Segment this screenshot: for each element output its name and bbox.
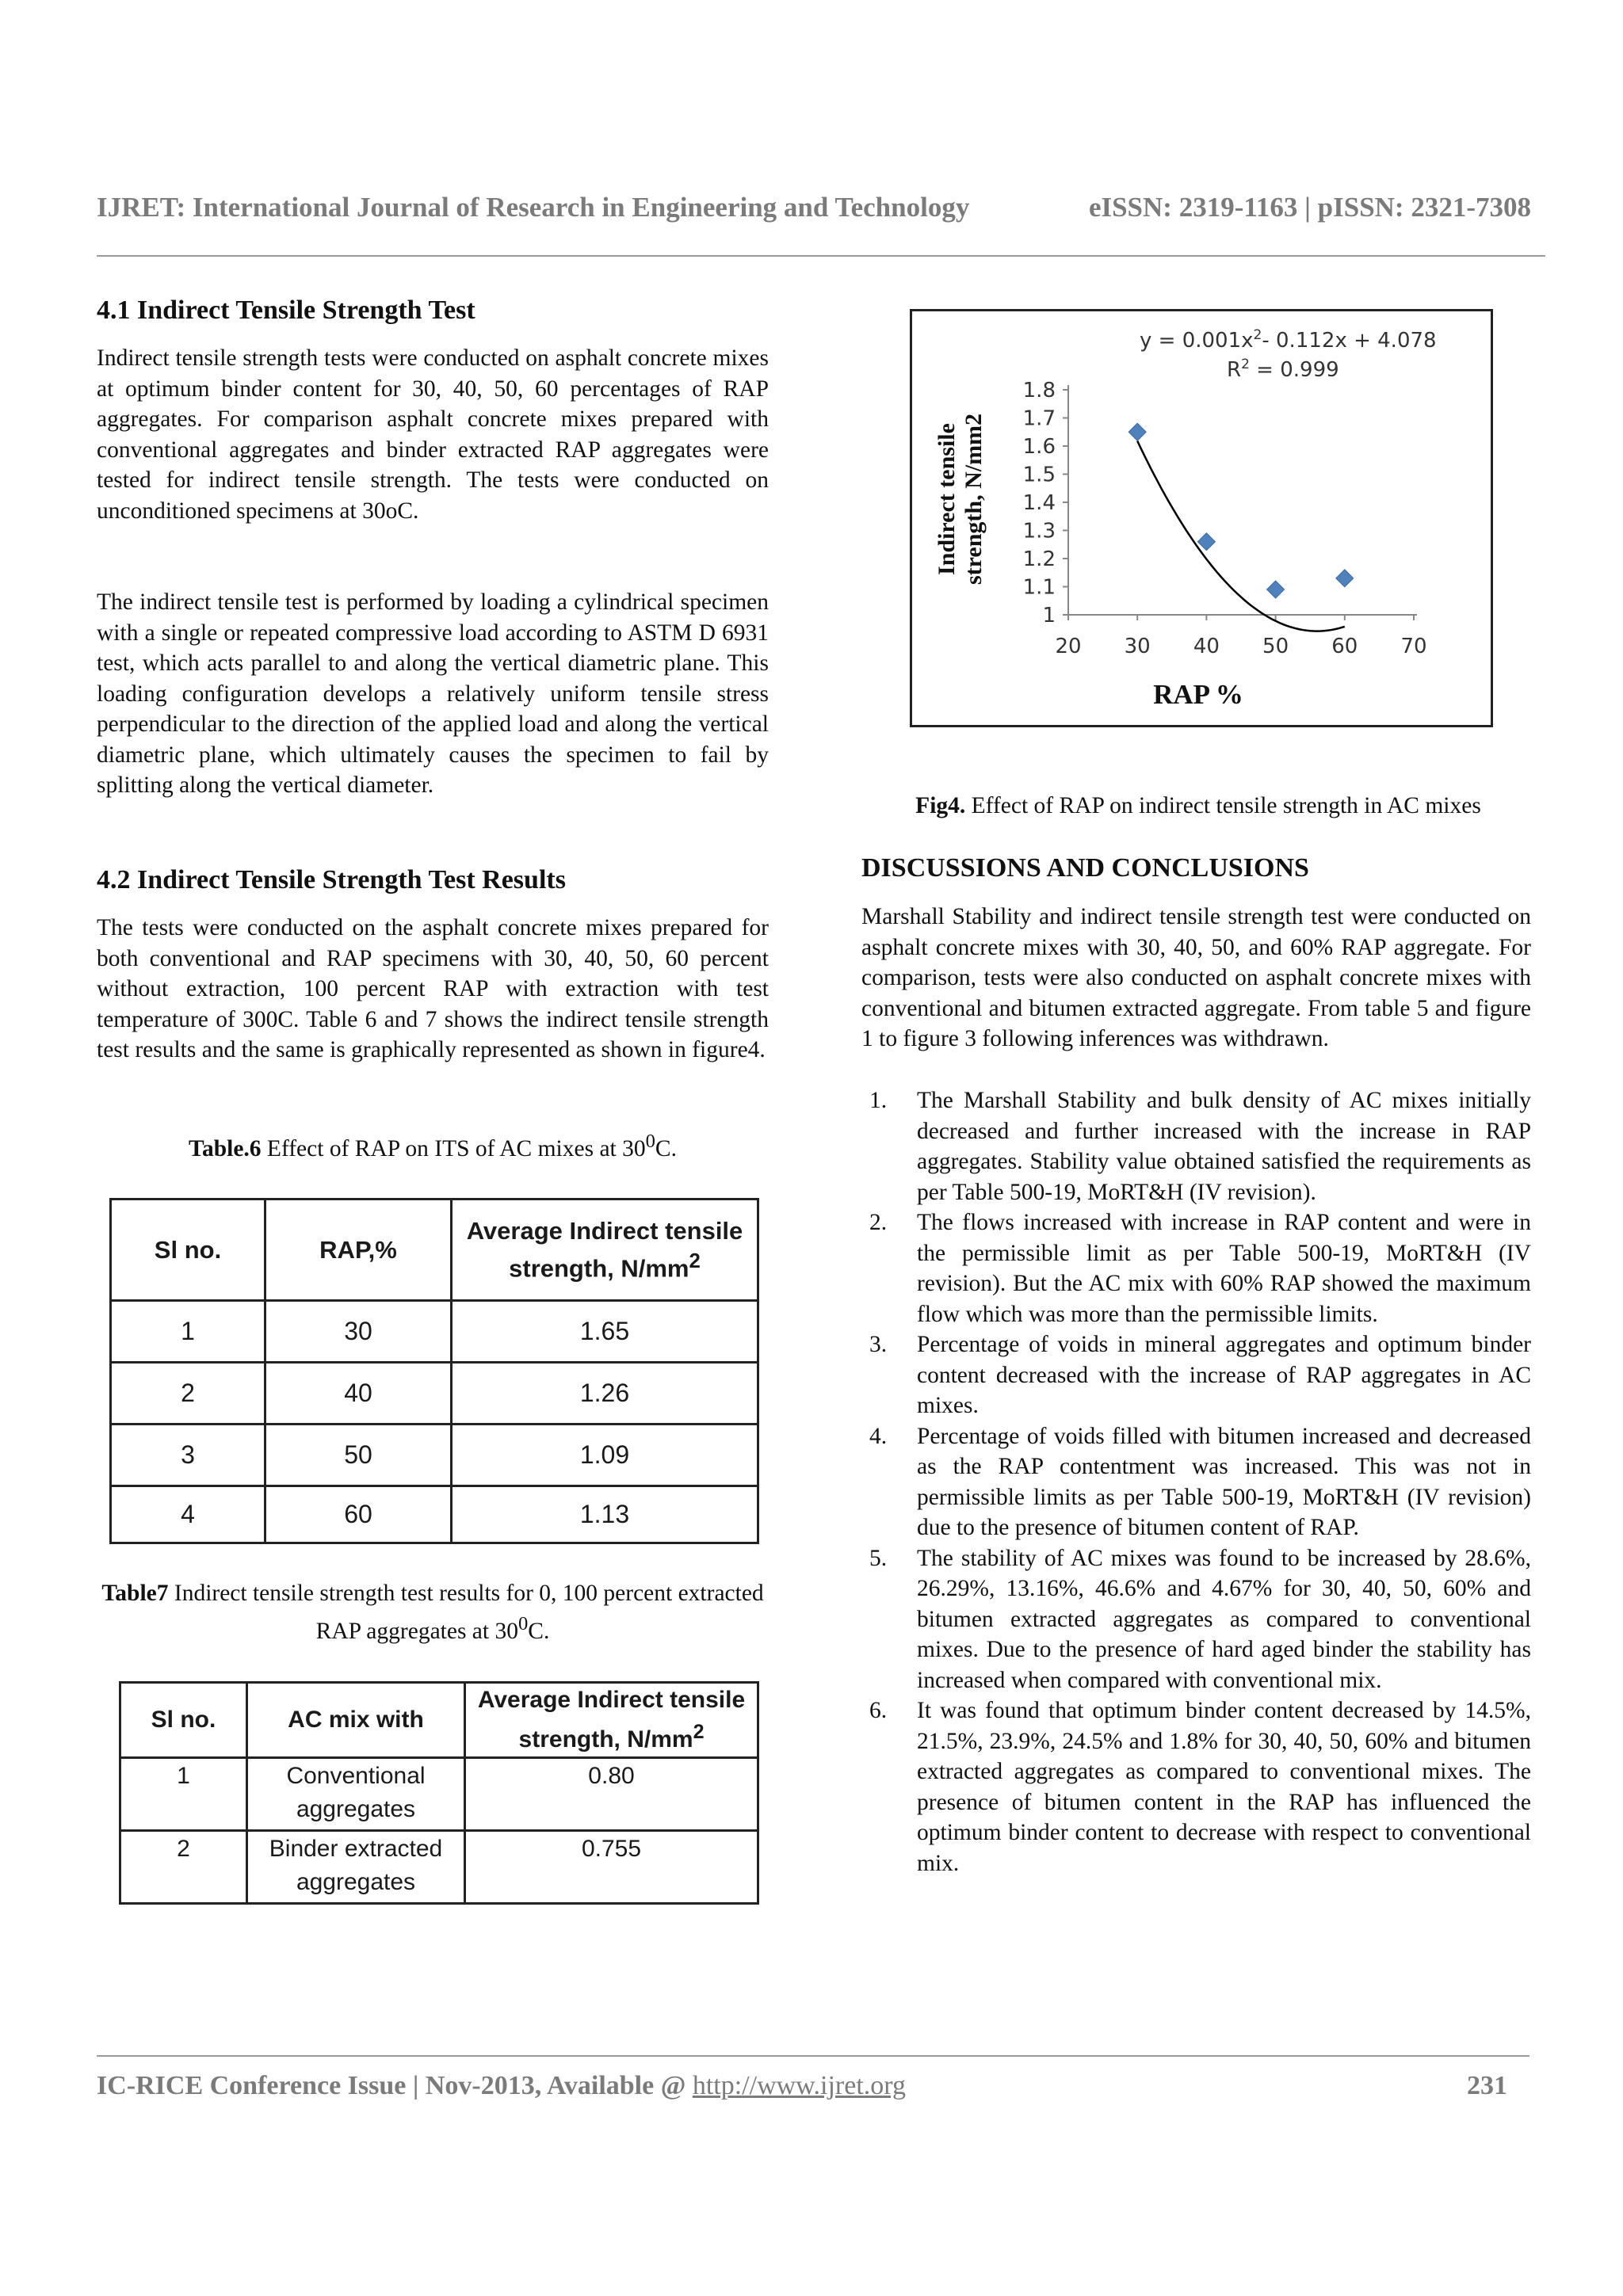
chart-x-label: RAP % xyxy=(1153,679,1243,710)
table-header-cell: AC mix with xyxy=(247,1683,465,1758)
list-item: 2. The flows increased with increase in RAP content and were in the permissible limit as per Table 500-19, MoRT&H (IV revision). But the AC mix with 60% RAP showed the maximum flow which was more than the permissible limits. xyxy=(869,1210,1531,1327)
table-cell: 2 xyxy=(120,1831,247,1904)
chart-x-tick-label: 70 xyxy=(1400,635,1427,658)
section-4-1-paragraph-2: The indirect tensile test is performed by loading a cylindrical specimen with a single or repeated compressive load according to ASTM D 6931 test, which acts parallel to and along the vertical diametric plane. This loading configuration develops a relatively uniform tensile stress perpendicular to the direction of the applied load and along the vertical diametric plane, which ultimately causes the specimen to fail by splitting along the vertical diameter. xyxy=(97,589,769,798)
chart-y-tick-label: 1.8 xyxy=(1022,379,1056,402)
issn: eISSN: 2319-1163 | pISSN: 2321-7308 xyxy=(1088,192,1531,223)
table-row xyxy=(120,1758,758,1831)
table-cell: 4 xyxy=(111,1486,265,1543)
list-item: 5. The stability of AC mixes was found to be increased by 28.6%, 26.29%, 13.16%, 46.6% and 4.67% for 30, 40, 50, 60% and bitumen extracted aggregates as compared to conventional mixes. Due to the presence of hard aged binder the stability has increased when compared with conventional mix. xyxy=(869,1545,1531,1693)
table-header-cell: RAP,% xyxy=(265,1199,452,1301)
figure-4-caption: Fig4. Effect of RAP on indirect tensile strength in AC mixes xyxy=(915,793,1481,818)
chart-y-tick-label: 1.6 xyxy=(1022,435,1056,459)
chart-x-tick-label: 20 xyxy=(1055,635,1082,658)
table-header-cell: Sl no. xyxy=(111,1199,265,1301)
chart-y-tick-label: 1.2 xyxy=(1022,547,1056,571)
chart-y-tick-label: 1.1 xyxy=(1022,575,1056,600)
footer-rule xyxy=(97,2055,1529,2057)
chart-x-tick-label: 40 xyxy=(1193,635,1220,658)
table-7 xyxy=(119,1681,759,1905)
table-6-caption-label: Table.6 xyxy=(189,1135,262,1161)
running-header xyxy=(97,192,1531,223)
table-cell: 60 xyxy=(265,1486,452,1543)
figure-4-chart xyxy=(910,309,1493,727)
conference-issue: IC-RICE Conference Issue | Nov-2013, Available @ xyxy=(97,2071,693,2100)
chart-y-tick-label: 1.5 xyxy=(1022,463,1056,487)
table-row xyxy=(111,1301,758,1363)
inferences-list xyxy=(861,1085,1531,1878)
table-cell: Conventional aggregates xyxy=(247,1758,465,1831)
table-row xyxy=(111,1363,758,1425)
table-header-cell: Sl no. xyxy=(120,1683,247,1758)
table-cell: 1 xyxy=(120,1758,247,1831)
table-row xyxy=(120,1831,758,1904)
chart-equation: $y = 0.001x^2-$ 0.112x + 4.078 xyxy=(1140,327,1437,353)
table-cell: 0.80 xyxy=(465,1758,758,1831)
chart-x-tick-label: 60 xyxy=(1331,635,1358,658)
table-cell: 1.26 xyxy=(452,1363,758,1425)
list-item: 3. Percentage of voids in mineral aggregates and optimum binder content decreased with the increase of RAP aggregates in AC mixes. xyxy=(869,1332,1531,1418)
chart-y-tick-label: 1 xyxy=(1042,604,1056,627)
table-row xyxy=(111,1199,758,1301)
table-cell: 1.65 xyxy=(452,1301,758,1363)
table-cell: 3 xyxy=(111,1425,265,1486)
chart-y-tick-label: 1.3 xyxy=(1022,519,1056,543)
list-item: 4. Percentage of voids filled with bitumen increased and decreased as the RAP contentment was increased. This was not in permissible limits as per Table 500-19, MoRT&H (IV revision) due to the presence of bitumen content of RAP. xyxy=(869,1423,1531,1540)
table-cell: 1 xyxy=(111,1301,265,1363)
section-4-1-title: 4.1 Indirect Tensile Strength Test xyxy=(97,296,475,325)
table-row xyxy=(111,1425,758,1486)
table-cell: 0.755 xyxy=(465,1831,758,1904)
table-row xyxy=(111,1486,758,1543)
figure-4-caption-label: Fig4. xyxy=(915,793,966,818)
section-4-2-paragraph-1: The tests were conducted on the asphalt concrete mixes prepared for both conventional and RAP specimens with 30, 40, 50, 60 percent without extraction, 100 percent RAP with extraction with test temperature of 300C. Table 6 and 7 shows the indirect tensile strength test results and the same is graphically represented as shown in figure4. xyxy=(97,915,769,1062)
chart-x-tick-label: 50 xyxy=(1262,635,1289,658)
table-row xyxy=(120,1683,758,1758)
table-header-cell: Average Indirect tensile strength, $N/mm^2$ xyxy=(452,1199,758,1301)
table-cell: 2 xyxy=(111,1363,265,1425)
table-cell: 50 xyxy=(265,1425,452,1486)
list-item: 1. The Marshall Stability and bulk density of AC mixes initially decreased and further increased with the increase in RAP aggregates. Stability value obtained satisfied the requirements as per Table 500-19, MoRT&H (IV revision). xyxy=(869,1088,1531,1205)
table-cell: 1.09 xyxy=(452,1425,758,1486)
chart-y-label: Indirect tensilestrength, N/mm2 xyxy=(934,413,987,585)
discussion-intro: Marshall Stability and indirect tensile strength test were conducted on asphalt concrete mixes with 30, 40, 50, and 60% RAP aggregate. For comparison, tests were also conducted on asphalt concrete mixes with conventional and bitumen extracted aggregate. From table 5 and figure 1 to figure 3 following inferences was withdrawn. xyxy=(861,904,1531,1051)
table-7-caption: Table7 Indirect tensile strength test results for 0, 100 percent extracted RAP aggregates at $30^0C$. xyxy=(101,1581,764,1644)
journal-link[interactable]: http://www.ijret.org xyxy=(692,2071,906,2100)
journal-title: IJRET: International Journal of Research in Engineering and Technology xyxy=(97,192,970,223)
table-cell: 30 xyxy=(265,1301,452,1363)
section-4-1-paragraph-1: Indirect tensile strength tests were conducted on asphalt concrete mixes at optimum binder content for 30, 40, 50, 60 percentages of RAP aggregates. For comparison asphalt concrete mixes prepared with conventional aggregates and binder extracted RAP aggregates were tested for indirect tensile strength. The tests were conducted on unconditioned specimens at 30oC. xyxy=(97,345,769,524)
chart-y-tick-label: 1.4 xyxy=(1022,491,1056,515)
table-header-cell: Average Indirect tensile strength, $N/mm^2$ xyxy=(465,1683,758,1758)
page-number: 231 xyxy=(1467,2071,1507,2100)
table-cell: 40 xyxy=(265,1363,452,1425)
table-6-caption: Table.6 Effect of RAP on ITS of AC mixes at $30^0C$. xyxy=(189,1131,677,1161)
header-rule xyxy=(97,255,1545,257)
running-footer xyxy=(97,2071,1507,2101)
section-4-2-title: 4.2 Indirect Tensile Strength Test Results xyxy=(97,865,566,894)
table-6 xyxy=(109,1198,759,1544)
chart-y-tick-label: 1.7 xyxy=(1022,406,1056,431)
discussion-title: DISCUSSIONS AND CONCLUSIONS xyxy=(861,853,1309,883)
chart-x-tick-label: 30 xyxy=(1124,635,1151,658)
table-cell: Binder extracted aggregates xyxy=(247,1831,465,1904)
chart-frame xyxy=(911,311,1492,727)
chart-r-squared: $R^2 = 0.999$ xyxy=(1227,357,1339,382)
table-7-caption-label: Table7 xyxy=(101,1581,169,1606)
table-cell: 1.13 xyxy=(452,1486,758,1543)
list-item: 6. It was found that optimum binder content decreased by 14.5%, 21.5%, 23.9%, 24.5% and 1.8% for 30, 40, 50, 60% and bitumen extracted aggregates as compared to conventional mixes. The presence of bitumen content in the RAP has influenced the optimum binder content to decrease with respect to conventional mix. xyxy=(869,1698,1531,1876)
